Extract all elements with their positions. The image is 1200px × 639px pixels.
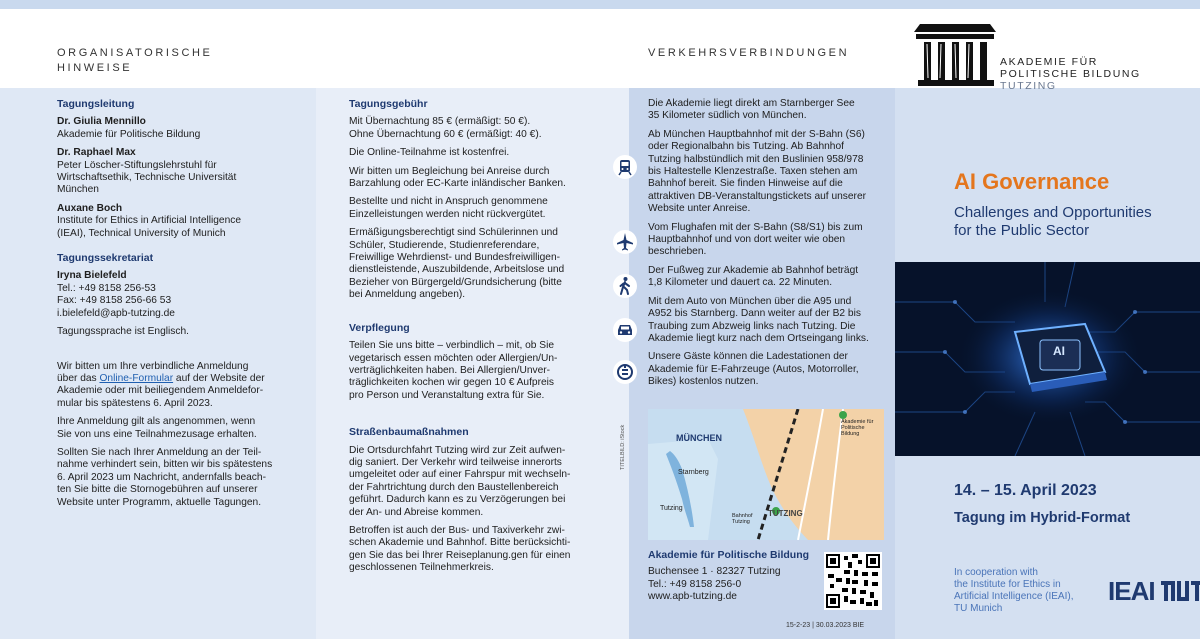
car-icon — [613, 318, 637, 342]
fees-column: Tagungsgebühr Mit Übernachtung 85 € (ermäßigt: 50 €). Ohne Übernachtung 60 € (ermäßigt: 40 €). Die Online-Teilnahme ist kostenfrei. Wir bitten um Begleichung bei Anreise durch Barzahlung oder EC-Karte inländischer Banken. Bestellte und nicht in Anspruch genommene Einzelleistungen werden nicht rückvergütet. Ermäßigungsberechtigt sind Schülerinnen und Schüler, Studierende, Studienreferendare, Freiwillige Wehrdienst- und Bundesfreiwilligen- dienstleistende, Auszubildende, Arbeitslose und Bezieher von Bürgergeld/Grundsicherung (bitte bei Anmeldung angeben). Verpflegung Teilen Sie uns bitte – verbindlich – mit, ob Sie vegetarisch essen möchten oder Allergien/Un- verträglichkeiten haben. Bei Allergien/Unver- träglichkeiten kochen wir gegen 10 € Aufpreis pro Person und Veranstaltung extra für Sie. Straßenbaumaßnahmen Die Ortsdurchfahrt Tutzing wird zur Zeit aufwen- dig saniert. Der Verkehr wird teilweise innerorts umgeleitet oder auf einer Fahrspur mit wechseln- der Fahrtrichtung durch den Baustellenbereich geführt. Dadurch kann es zu Verzögerungen bei der An- und Abreise kommen. Betroffen ist auch der Bus- und Taxiverkehr zwi- schen Akademie und Bahnhof. Bitte berücksichti- gen Sie das bei Ihrer Reiseplanung.gen für einen geschlossenen Teilnehmerkreis. — [349, 98, 609, 575]
ieai-logo-text: IEAI — [1108, 575, 1155, 606]
map-label-bahnhof: Bahnhof Tutzing — [732, 513, 753, 525]
cooperation-note: In cooperation with the Institute for Ethics in Artificial Intelligence (IEAI), TU Munich — [954, 567, 1074, 614]
map-label-tutzing-caps: TUTZING — [768, 509, 803, 518]
online-form-link[interactable]: Online-Formular — [99, 372, 174, 384]
ieai-tum-logo — [1108, 577, 1200, 605]
apb-logo-text: AKADEMIE FÜR POLITISCHE BILDUNG TUTZING — [1000, 56, 1141, 92]
verpflegung-title: Verpflegung — [349, 321, 410, 334]
organisation-column: Tagungsleitung Dr. Giulia Mennillo Akademie für Politische Bildung Dr. Raphael Max Peter Löscher-Stiftungslehrstuhl für Wirtschaftsethik, Technische Universität München Auxane Boch Institute for Ethics in Artificial Intelligence (IEAI), Technical University of Munich Tagungssekretariat Iryna Bielefeld Tel.: +49 8158 256-53 Fax: +49 8158 256-66 53 i.bielefeld@apb-tutzing.de Tagungssprache ist Englisch. Wir bitten um Ihre verbindliche Anmeldung über das Online-Formular auf der Website der Akademie oder mit beiliegendem Anmeldefor- mular bis spätestens 6. April 2023. Ihre Anmeldung gilt als angenommen, wenn Sie von uns eine Teilnahmezusage erhalten. Sollten Sie nach Ihrer Anmeldung an der Teil- nahme verhindert sein, bitten wir bis spätestens 6. April 2023 um Nachricht, andernfalls beach- ten Sie bitte die Stornogebühren auf unserer Website unter Programm, aktuelle Tagungen. — [57, 98, 307, 509]
tum-logo-icon — [1159, 578, 1200, 604]
location-map — [648, 409, 884, 540]
org-heading: ORGANISATORISCHE HINWEISE — [57, 47, 213, 74]
image-credit: TITELBILD: iStock — [620, 424, 626, 470]
transport-heading: VERKEHRSVERBINDUNGEN — [648, 47, 850, 59]
chip-label: AI — [1053, 344, 1065, 358]
map-label-muenchen: MÜNCHEN — [676, 433, 722, 443]
address-block: Akademie für Politische Bildung Buchensee 1 · 82327 Tutzing Tel.: +49 8158 256-0 www.apb-tutzing.de — [648, 549, 818, 604]
event-date: 14. – 15. April 2023 — [954, 482, 1097, 499]
ai-chip-image — [895, 262, 1200, 456]
top-band — [0, 0, 1200, 9]
ev-charging-icon — [613, 360, 637, 384]
gebuehr-title: Tagungsgebühr — [349, 98, 428, 110]
document-code: 15-2-23 | 30.03.2023 BIE — [786, 622, 865, 629]
cover-title: AI Governance — [954, 169, 1110, 194]
qr-code-icon[interactable] — [824, 552, 882, 610]
strassenbau-title: Straßenbaumaßnahmen — [349, 426, 469, 439]
cover-subtitle: Challenges and Opportunities for the Public Sector — [954, 204, 1152, 239]
walking-icon — [613, 274, 637, 298]
ai-chip-graphic — [895, 262, 1200, 456]
website-link[interactable]: www.apb-tutzing.de — [648, 591, 737, 603]
map-label-starnberg: Starnberg — [678, 469, 709, 476]
apb-logo-icon — [910, 18, 1000, 90]
transport-column: Die Akademie liegt direkt am Starnberger See 35 Kilometer südlich von München. Ab München Hauptbahnhof mit der S-Bahn (S6) oder Regionalbahn bis Tutzing. Ab Bahnhof Tutzing halbstündlich mit den Buslinien 958/978 bis Haltestelle Klenzestraße. Taxen stehen am Bahnhof bereit. Sie finden Hinweise auf die attraktiven DB-Veranstaltungstickets auf unserer Website unter Anreise. Vom Flughafen mit der S-Bahn (S8/S1) bis zum Hauptbahnhof und von dort weiter wie oben beschrieben. Der Fußweg zur Akademie ab Bahnhof beträgt 1,8 Kilometer und dauert ca. 22 Minuten. Mit dem Auto von München über die A95 und A952 bis Starnberg. Dann weiter auf der B2 bis Traubing zum Abzweig links nach Tutzing. Die Akademie liegt kurz nach dem Ortseingang links. Unsere Gäste können die Ladestationen der Akademie für E-Fahrzeuge (Autos, Motorroller, Bikes) kostenlos nutzen. — [648, 98, 869, 388]
map-label-tutzing: Tutzing — [660, 505, 683, 512]
event-format: Tagung im Hybrid-Format — [954, 510, 1131, 526]
sekretariat-title: Tagungssekretariat — [57, 252, 154, 265]
train-icon — [613, 155, 637, 179]
airplane-icon — [613, 230, 637, 254]
map-label-apb: Akademie für Politische Bildung — [841, 419, 874, 437]
leitung-title: Tagungsleitung — [57, 98, 135, 110]
address-title: Akademie für Politische Bildung — [648, 549, 810, 561]
